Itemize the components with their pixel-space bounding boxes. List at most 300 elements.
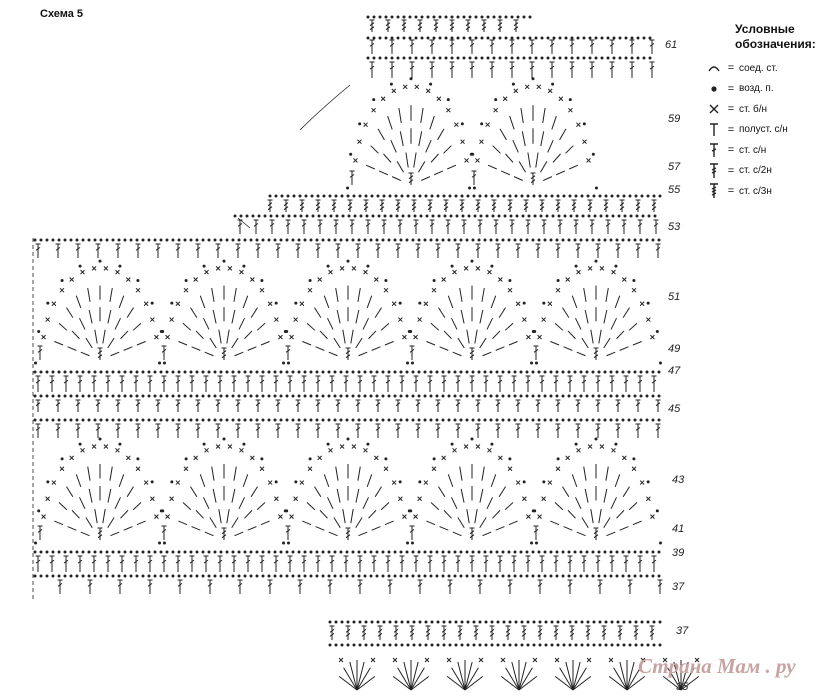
chain-stitch: [334, 239, 337, 242]
double-crochet: [496, 244, 501, 258]
chain-stitch: [598, 551, 601, 554]
chain-stitch: [226, 395, 229, 398]
chain-stitch: [442, 575, 445, 578]
chain-stitch: [124, 551, 127, 554]
chain-stitch: [202, 239, 205, 242]
treble-crochet: [538, 626, 543, 640]
chain-stitch: [622, 371, 625, 374]
chain-stitch: [628, 239, 631, 242]
chain-stitch: [304, 419, 307, 422]
single-crochet: [526, 335, 530, 339]
chain-stitch: [532, 371, 535, 374]
double-crochet: [162, 526, 167, 540]
chain-stitch: [420, 215, 423, 218]
double-crochet: [582, 518, 588, 528]
double-crochet: [176, 400, 181, 412]
chain-stitch: [58, 419, 61, 422]
double-crochet: [656, 424, 661, 438]
chain-stitch: [316, 371, 319, 374]
double-crochet: [110, 467, 112, 481]
double-crochet: [307, 323, 315, 330]
double-crochet: [336, 400, 341, 412]
chain-stitch: [130, 419, 133, 422]
double-crochet: [590, 220, 595, 234]
chain-stitch: [250, 419, 253, 422]
chain-stitch: [232, 371, 235, 374]
chain-stitch: [61, 279, 64, 282]
chain-stitch: [250, 575, 253, 578]
chain-stitch: [474, 215, 477, 218]
chain-stitch: [575, 443, 578, 446]
chain-stitch: [220, 551, 223, 554]
double-crochet: [302, 376, 307, 392]
double-crochet: [78, 556, 83, 572]
double-crochet: [343, 509, 345, 523]
double-crochet: [550, 521, 559, 525]
chain-stitch: [439, 57, 442, 60]
chain-stitch: [256, 551, 259, 554]
single-crochet: [384, 467, 388, 471]
double-crochet: [501, 171, 510, 175]
double-crochet: [470, 40, 475, 54]
double-crochet: [38, 346, 43, 360]
double-crochet: [96, 400, 101, 412]
double-crochet: [650, 40, 655, 54]
double-crochet: [302, 556, 307, 572]
double-crochet: [234, 288, 236, 302]
single-crochet: [352, 266, 356, 270]
chain-stitch: [468, 215, 471, 218]
double-crochet: [136, 400, 141, 412]
chain-stitch: [468, 187, 471, 190]
chain-stitch: [437, 644, 440, 647]
chain-stitch: [226, 551, 229, 554]
treble-crochet: [514, 20, 519, 32]
chain-stitch: [298, 551, 301, 554]
chain-stitch: [454, 395, 457, 398]
chain-stitch: [407, 644, 410, 647]
treble-crochet: [370, 20, 375, 32]
chain-stitch: [418, 480, 421, 483]
chain-stitch: [403, 16, 406, 19]
double-crochet: [426, 521, 435, 525]
chain-stitch: [526, 371, 529, 374]
chain-stitch: [466, 371, 469, 374]
chain-stitch: [604, 419, 607, 422]
chain-stitch: [575, 621, 578, 624]
chain-stitch: [322, 419, 325, 422]
double-crochet: [499, 487, 505, 497]
chain-stitch: [508, 239, 511, 242]
chain-stitch: [203, 265, 206, 268]
chain-stitch: [640, 575, 643, 578]
chain-stitch: [653, 644, 656, 647]
chain-stitch: [70, 371, 73, 374]
double-crochet: [510, 40, 515, 54]
double-crochet: [498, 556, 503, 572]
single-crochet: [522, 497, 526, 501]
chain-stitch: [568, 419, 571, 422]
chain-stitch: [529, 16, 532, 19]
chain-stitch: [161, 330, 164, 333]
double-crochet: [92, 556, 97, 572]
single-crochet: [442, 456, 446, 460]
double-crochet: [467, 330, 469, 344]
chain-stitch: [409, 57, 412, 60]
double-crochet: [38, 526, 43, 540]
double-crochet: [204, 556, 209, 572]
double-crochet: [591, 509, 593, 523]
chain-stitch: [510, 215, 513, 218]
chain-stitch: [421, 16, 424, 19]
chain-stitch: [411, 542, 414, 545]
chain-stitch: [280, 575, 283, 578]
double-crochet: [444, 331, 452, 339]
double-crochet: [550, 62, 555, 78]
double-crochet: [434, 171, 443, 175]
chain-stitch: [100, 239, 103, 242]
double-crochet: [480, 310, 483, 323]
double-crochet: [514, 177, 523, 181]
chain-stitch: [293, 195, 296, 198]
single-crochet: [475, 158, 479, 162]
double-crochet: [119, 296, 124, 308]
double-crochet: [438, 487, 444, 497]
double-crochet: [36, 400, 41, 412]
chain-stitch: [433, 57, 436, 60]
chain-stitch: [285, 330, 288, 333]
double-crochet: [162, 346, 167, 360]
double-crochet: [508, 580, 513, 594]
double-crochet: [248, 347, 257, 351]
chain-stitch: [432, 215, 435, 218]
chain-stitch: [538, 575, 541, 578]
chain-stitch: [605, 644, 608, 647]
chain-stitch: [569, 621, 572, 624]
single-crochet: [126, 456, 130, 460]
double-crochet: [119, 474, 124, 487]
chain-stitch: [76, 371, 79, 374]
double-crochet: [381, 503, 389, 510]
double-crochet: [556, 400, 561, 412]
double-crochet: [274, 376, 279, 392]
double-crochet: [36, 244, 41, 258]
chain-stitch: [268, 371, 271, 374]
half-double-crochet-icon: [705, 122, 723, 138]
chain-stitch: [401, 195, 404, 198]
chain-stitch: [286, 371, 289, 374]
chain-stitch: [208, 371, 211, 374]
chain-stitch: [324, 215, 327, 218]
chain-stitch: [522, 215, 525, 218]
row-number: 35: [676, 681, 689, 693]
chain-stitch: [473, 621, 476, 624]
chain-stitch: [647, 302, 650, 305]
chain-stitch: [256, 239, 259, 242]
double-crochet: [558, 220, 563, 234]
double-crochet: [232, 376, 237, 392]
double-crochet: [376, 424, 381, 438]
chain-stitch: [604, 575, 607, 578]
double-crochet: [254, 220, 259, 234]
chain-stitch: [382, 371, 385, 374]
chain-stitch: [334, 551, 337, 554]
chain-stitch: [496, 551, 499, 554]
chain-stitch: [118, 443, 121, 446]
chain-stitch: [421, 37, 424, 40]
chain-stitch: [574, 419, 577, 422]
chain-stitch: [268, 395, 271, 398]
chain-stitch: [130, 575, 133, 578]
chain-stitch: [613, 37, 616, 40]
double-crochet: [108, 310, 111, 323]
double-crochet: [390, 40, 395, 54]
double-crochet: [656, 244, 661, 258]
double-crochet: [616, 510, 624, 518]
chain-stitch: [551, 621, 554, 624]
double-crochet: [81, 532, 90, 536]
double-crochet: [116, 244, 121, 258]
double-crochet: [596, 556, 601, 572]
double-crochet: [526, 220, 531, 234]
chain-stitch: [262, 371, 265, 374]
double-crochet: [344, 556, 349, 572]
row-number: 47: [668, 365, 681, 377]
double-crochet: [95, 509, 97, 523]
double-crochet: [213, 489, 216, 503]
double-crochet: [519, 668, 532, 690]
chain-stitch: [659, 621, 662, 624]
chain-stitch: [390, 215, 393, 218]
double-crochet: [330, 376, 335, 392]
chain-stitch: [594, 215, 597, 218]
chain-stitch: [40, 575, 43, 578]
single-crochet: [577, 448, 581, 452]
chain-stitch: [498, 215, 501, 218]
double-crochet: [576, 424, 581, 438]
chain-stitch: [346, 551, 349, 554]
treble-crochet: [554, 626, 559, 640]
chain-stitch: [478, 239, 481, 242]
chain-stitch: [421, 57, 424, 60]
chain-stitch: [76, 551, 79, 554]
single-crochet: [363, 448, 367, 452]
double-crochet: [630, 62, 635, 78]
double-crochet: [568, 331, 576, 339]
double-crochet: [357, 668, 370, 690]
chain-stitch: [94, 575, 97, 578]
double-crochet: [368, 510, 376, 518]
chain-stitch: [442, 239, 445, 242]
double-crochet: [630, 40, 635, 54]
chain-stitch: [451, 57, 454, 60]
chain-stitch: [190, 551, 193, 554]
double-crochet: [238, 580, 243, 594]
chain-stitch: [454, 239, 457, 242]
chain-stitch: [136, 279, 139, 282]
double-crochet: [530, 62, 535, 78]
double-crochet: [344, 668, 357, 690]
double-crochet: [556, 424, 561, 438]
double-crochet: [620, 527, 629, 531]
single-crochet: [92, 444, 96, 448]
double-crochet: [452, 668, 465, 690]
double-crochet: [89, 489, 92, 503]
chain-stitch: [427, 37, 430, 40]
legend-item: [705, 140, 835, 161]
chain-stitch: [316, 239, 319, 242]
chain-stitch: [358, 239, 361, 242]
chain-stitch: [478, 371, 481, 374]
single-crochet: [42, 515, 46, 519]
chain-stitch: [202, 575, 205, 578]
single-crochet: [393, 658, 397, 662]
chain-stitch: [646, 419, 649, 422]
treble-crochet: [460, 200, 465, 212]
legend-label: возд. п.: [739, 83, 774, 95]
double-crochet: [192, 527, 201, 531]
chain-stitch: [352, 395, 355, 398]
chain-stitch: [342, 215, 345, 218]
double-crochet: [440, 527, 449, 531]
single-crochet: [453, 448, 457, 452]
chain-stitch: [601, 57, 604, 60]
chain-stitch: [538, 395, 541, 398]
single-crochet: [542, 497, 546, 501]
chain-stitch: [106, 575, 109, 578]
chain-stitch: [334, 419, 337, 422]
chain-stitch: [310, 551, 313, 554]
chain-stitch: [503, 644, 506, 647]
chain-stitch: [564, 215, 567, 218]
treble-crochet: [466, 20, 471, 32]
chain-stitch: [40, 395, 43, 398]
double-crochet: [416, 400, 421, 412]
treble-crochet: [636, 200, 641, 212]
chain-stitch: [419, 644, 422, 647]
double-crochet: [314, 308, 320, 318]
chain-stitch: [358, 575, 361, 578]
double-crochet: [492, 331, 500, 339]
row-number: 57: [668, 161, 681, 173]
chain-stitch: [539, 195, 542, 198]
single-crochet: [340, 266, 344, 270]
chain-stitch: [242, 265, 245, 268]
double-crochet: [124, 347, 133, 351]
treble-crochet: [316, 200, 321, 212]
chain-stitch: [508, 395, 511, 398]
chain-stitch: [433, 279, 436, 282]
chain-stitch: [379, 37, 382, 40]
chain-stitch: [466, 419, 469, 422]
double-crochet: [50, 556, 55, 572]
double-crochet: [92, 376, 97, 392]
double-crochet: [108, 338, 114, 348]
double-crochet: [416, 424, 421, 438]
chain-stitch: [94, 395, 97, 398]
single-crochet: [498, 456, 502, 460]
double-crochet: [453, 532, 462, 536]
chain-stitch: [166, 239, 169, 242]
double-crochet: [430, 62, 435, 78]
double-crochet: [530, 40, 535, 54]
chain-stitch: [347, 195, 350, 198]
single-crochet: [392, 481, 396, 485]
double-crochet: [426, 341, 435, 345]
double-crochet: [76, 474, 81, 487]
double-crochet: [356, 310, 359, 323]
double-crochet: [260, 376, 265, 392]
chain-stitch: [418, 551, 421, 554]
chain-stitch: [322, 395, 325, 398]
chain-stitch: [372, 98, 375, 101]
chain-stitch: [136, 239, 139, 242]
double-crochet: [436, 244, 441, 258]
single-crochet: [447, 658, 451, 662]
single-crochet: [92, 266, 96, 270]
double-crochet: [76, 400, 81, 412]
chain-stitch: [490, 551, 493, 554]
chain-stitch: [595, 187, 598, 190]
chain-stitch: [628, 395, 631, 398]
chain-stitch: [58, 551, 61, 554]
double-crochet: [540, 556, 545, 572]
chain-stitch: [391, 37, 394, 40]
single-crochet: [81, 448, 85, 452]
chain-stitch: [541, 37, 544, 40]
double-crochet: [577, 532, 586, 536]
single-crochet: [381, 97, 385, 101]
chain-stitch: [430, 575, 433, 578]
single-crochet: [611, 448, 615, 452]
chain-stitch: [300, 215, 303, 218]
chain-stitch: [407, 621, 410, 624]
treble-crochet: [98, 348, 103, 360]
double-crochet: [638, 556, 643, 572]
double-crochet: [568, 580, 573, 594]
double-crochet: [232, 310, 235, 323]
chain-stitch: [496, 371, 499, 374]
chain-stitch: [480, 122, 483, 125]
treble-crochet: [652, 200, 657, 212]
double-crochet: [327, 318, 333, 329]
chain-stitch: [34, 395, 37, 398]
chain-stitch: [605, 621, 608, 624]
chain-stitch: [166, 395, 169, 398]
double-crochet: [208, 580, 213, 594]
chain-stitch: [394, 575, 397, 578]
chain-stitch: [613, 57, 616, 60]
double-crochet: [604, 489, 607, 503]
double-crochet: [448, 296, 453, 308]
double-crochet: [368, 331, 376, 339]
chain-stitch: [652, 395, 655, 398]
chain-stitch: [424, 239, 427, 242]
single-crochet: [514, 89, 518, 93]
double-crochet: [176, 424, 181, 438]
chain-stitch: [616, 371, 619, 374]
chain-stitch: [494, 98, 497, 101]
chain-stitch: [285, 509, 288, 512]
chain-stitch: [502, 395, 505, 398]
double-crochet: [553, 154, 561, 163]
chain-stitch: [256, 371, 259, 374]
chain-stitch: [467, 644, 470, 647]
double-crochet: [219, 330, 221, 344]
chain-stitch: [425, 195, 428, 198]
chain-stitch: [286, 575, 289, 578]
chain-stitch: [647, 195, 650, 198]
